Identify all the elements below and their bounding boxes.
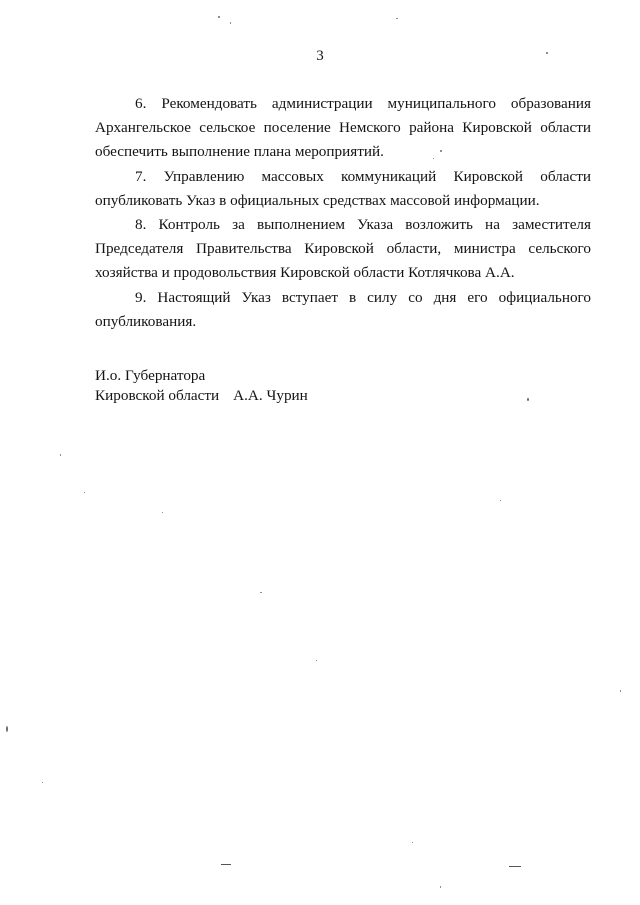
scan-speck <box>396 18 398 19</box>
scan-speck <box>230 22 231 24</box>
scan-speck <box>84 492 85 493</box>
scan-speck <box>412 842 413 843</box>
scan-speck <box>6 726 8 732</box>
paragraph-8: 8. Контроль за выполнением Указа возложить на заместителя Председателя Правительства Кировской области, министра сельского хозяйства и продовольствия Кировской области Котлячкова А.А. <box>95 216 591 282</box>
scan-mark <box>509 866 521 867</box>
signatory-region: Кировской области <box>95 386 220 404</box>
scan-speck <box>500 500 501 501</box>
scan-speck <box>527 398 529 401</box>
paragraph-9: 9. Настоящий Указ вступает в силу со дня его официального опубликования. <box>95 288 591 330</box>
scan-speck <box>440 886 441 888</box>
paragraph-6: 6. Рекомендовать администрации муниципального образования Архангельское сельское поселение Немского района Кировской области обеспечить выполнение плана мероприятий. <box>95 95 591 161</box>
scan-speck <box>440 150 442 152</box>
scan-speck <box>260 592 262 593</box>
scan-speck <box>60 454 61 456</box>
scan-speck <box>546 52 548 54</box>
signatory-name: А.А. Чурин <box>233 386 308 404</box>
paragraph-7: 7. Управлению массовых коммуникаций Кировской области опубликовать Указ в официальных средствах массовой информации. <box>95 167 591 209</box>
page-number: 3 <box>316 48 324 64</box>
scan-speck <box>316 660 317 661</box>
signature-block <box>95 366 308 405</box>
signatory-title: И.о. Губернатора <box>95 367 206 384</box>
scan-speck <box>620 690 621 692</box>
scan-mark <box>221 864 231 865</box>
scan-speck <box>42 782 43 783</box>
scan-speck <box>162 512 163 513</box>
signatory-region-line <box>95 386 308 406</box>
scan-speck <box>218 16 220 18</box>
scan-speck <box>433 158 434 159</box>
decree-body <box>95 92 591 334</box>
